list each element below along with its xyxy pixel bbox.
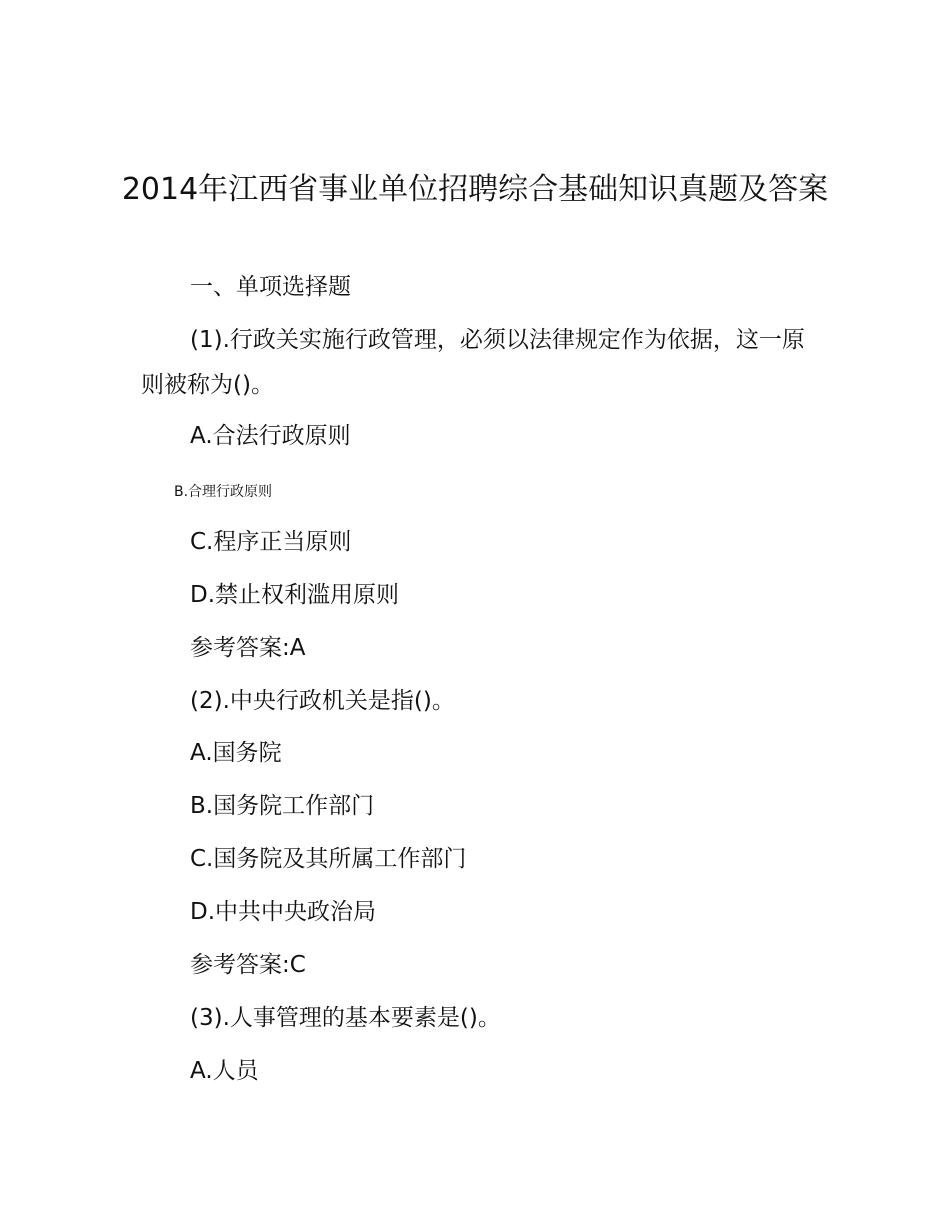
question-2-option-c: C.国务院及其所属工作部门 bbox=[190, 846, 467, 872]
question-2-option-d: D.中共中央政治局 bbox=[190, 899, 377, 925]
question-2-answer: 参考答案:C bbox=[190, 952, 306, 978]
question-1-option-a: A.合法行政原则 bbox=[190, 423, 351, 449]
section-heading: 一、单项选择题 bbox=[190, 274, 351, 300]
question-2-option-a: A.国务院 bbox=[190, 740, 282, 766]
question-1-option-b: B.合理行政原则 bbox=[174, 484, 273, 500]
question-1-option-d: D.禁止权利滥用原则 bbox=[190, 582, 400, 608]
question-1-option-c: C.程序正当原则 bbox=[190, 529, 352, 555]
question-3-stem: (3).人事管理的基本要素是()。 bbox=[190, 1005, 501, 1031]
document-title: 2014年江西省事业单位招聘综合基础知识真题及答案 bbox=[121, 172, 829, 207]
question-2-option-b: B.国务院工作部门 bbox=[190, 793, 375, 819]
question-3-option-a: A.人员 bbox=[190, 1058, 259, 1084]
question-2-stem: (2).中央行政机关是指()。 bbox=[190, 688, 455, 714]
question-1-answer: 参考答案:A bbox=[190, 635, 306, 661]
question-1-stem: (1).行政关实施行政管理，必须以法律规定作为依据，这一原则被称为()。 bbox=[141, 327, 805, 398]
